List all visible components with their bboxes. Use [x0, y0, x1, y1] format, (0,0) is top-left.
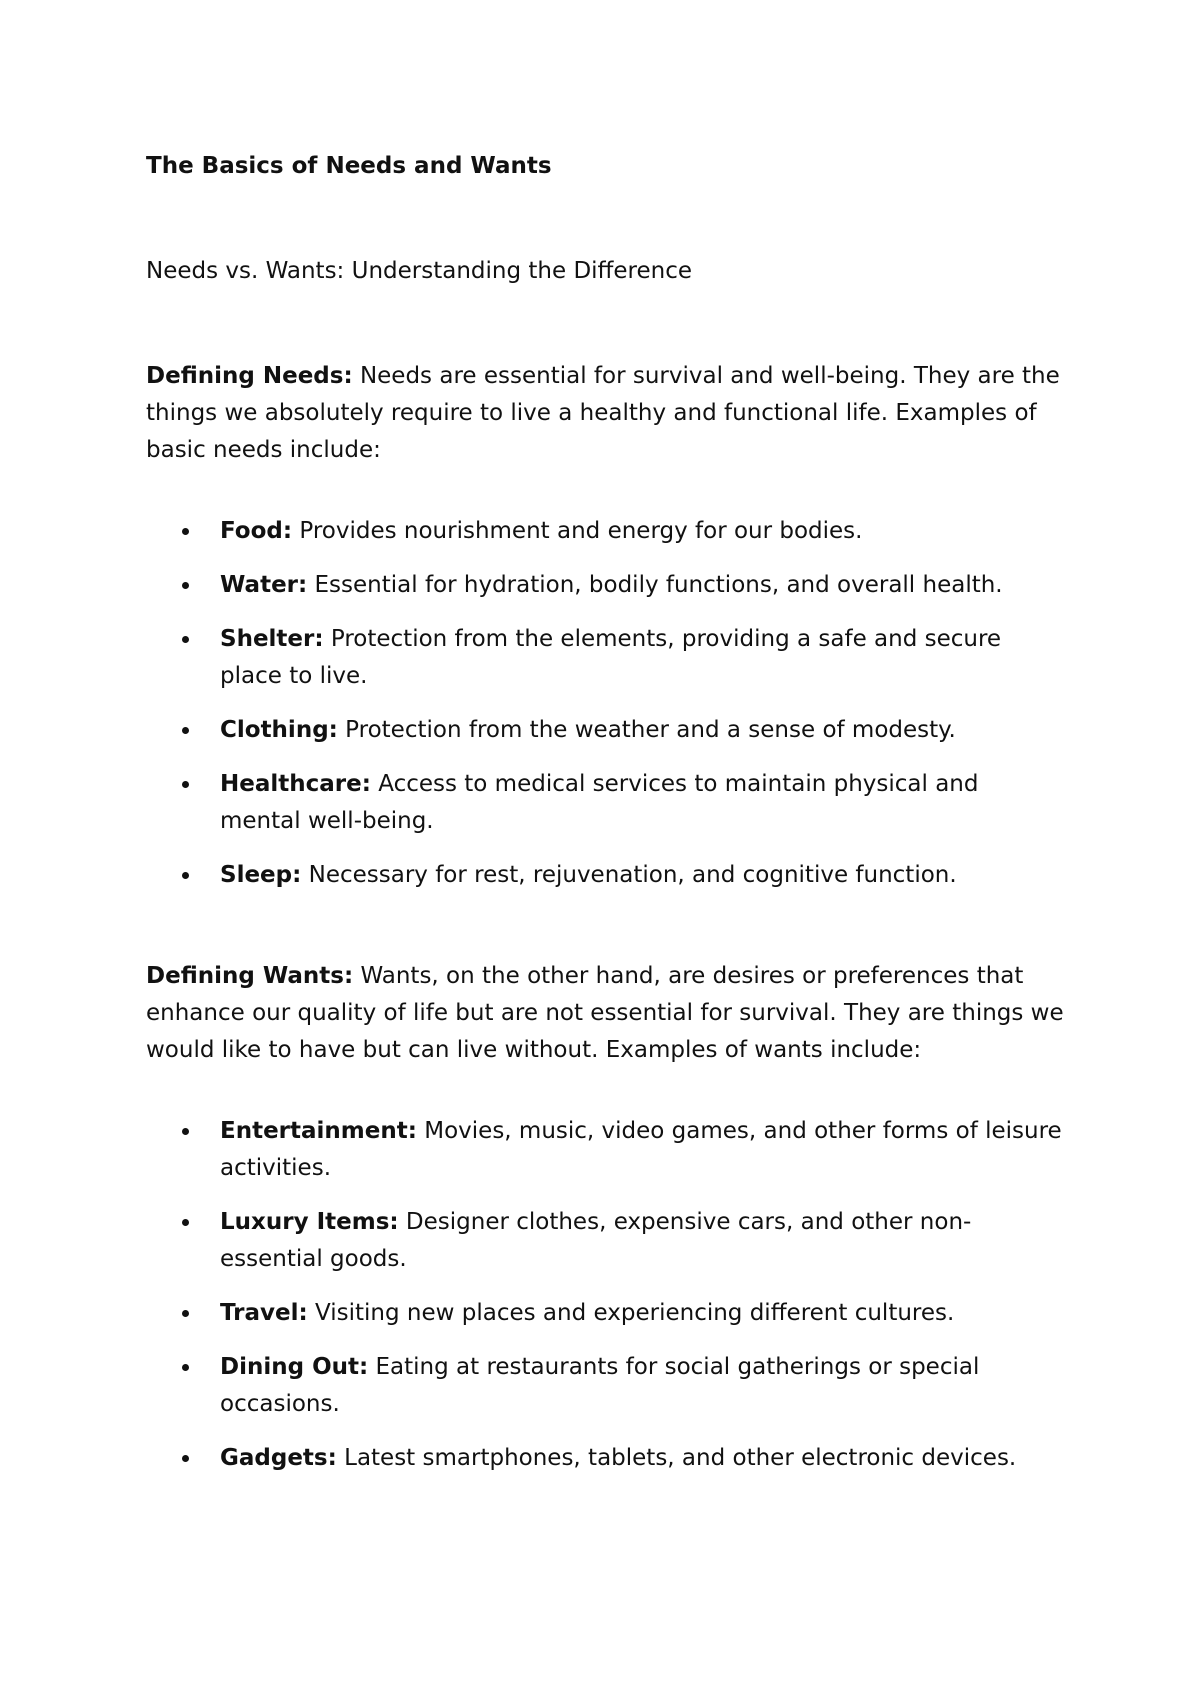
list-item	[146, 621, 1066, 695]
needs-definition-term: Defining Needs:	[146, 363, 353, 389]
wants-definition	[146, 958, 1066, 1069]
list-item	[146, 1295, 1066, 1332]
bullet-icon	[182, 1219, 189, 1226]
list-item	[146, 513, 1066, 550]
list-item-term: Luxury Items:	[220, 1209, 399, 1235]
bullet-icon	[182, 636, 189, 643]
list-item	[146, 1113, 1066, 1187]
needs-list	[146, 513, 1066, 894]
bullet-icon	[182, 1128, 189, 1135]
list-item	[146, 1349, 1066, 1423]
document-subtitle: Needs vs. Wants: Understanding the Difference	[146, 258, 693, 284]
list-item-term: Dining Out:	[220, 1354, 369, 1380]
list-item-text: Necessary for rest, rejuvenation, and cognitive function.	[301, 862, 957, 888]
list-item-term: Water:	[220, 572, 308, 598]
list-item-term: Shelter:	[220, 626, 324, 652]
list-item-text: Designer clothes, expensive cars, and other non-essential goods.	[220, 1209, 972, 1272]
list-item-term: Food:	[220, 518, 293, 544]
list-item-term: Sleep:	[220, 862, 302, 888]
list-item-text: Movies, music, video games, and other forms of leisure activities.	[220, 1118, 1062, 1181]
list-item-term: Clothing:	[220, 717, 338, 743]
wants-definition-text: Wants, on the other hand, are desires or preferences that enhance our quality of life but are not essential for survival. They are things we would like to have but can live without. Examples of wants include:	[146, 963, 1064, 1063]
list-item-text: Protection from the elements, providing a safe and secure place to live.	[220, 626, 1002, 689]
list-item-text: Protection from the weather and a sense of modesty.	[337, 717, 956, 743]
list-item-text: Provides nourishment and energy for our bodies.	[292, 518, 863, 544]
bullet-icon	[182, 727, 189, 734]
list-item-text: Latest smartphones, tablets, and other electronic devices.	[336, 1445, 1017, 1471]
bullet-icon	[182, 582, 189, 589]
list-item	[146, 766, 1066, 840]
list-item-text: Access to medical services to maintain physical and mental well-being.	[220, 771, 979, 834]
document-body	[146, 148, 1066, 1494]
needs-definition-text: Needs are essential for survival and well-being. They are the things we absolutely require to live a healthy and functional life. Examples of basic needs include:	[146, 363, 1060, 463]
bullet-icon	[182, 528, 189, 535]
list-item-text: Visiting new places and experiencing different cultures.	[307, 1300, 955, 1326]
document-title: The Basics of Needs and Wants	[146, 153, 552, 179]
list-item-term: Healthcare:	[220, 771, 371, 797]
list-item-term: Entertainment:	[220, 1118, 417, 1144]
list-item	[146, 567, 1066, 604]
bullet-icon	[182, 1455, 189, 1462]
list-item	[146, 1204, 1066, 1278]
needs-definition	[146, 358, 1066, 469]
bullet-icon	[182, 872, 189, 879]
wants-definition-term: Defining Wants:	[146, 963, 354, 989]
list-item	[146, 1440, 1066, 1477]
wants-list	[146, 1113, 1066, 1477]
list-item	[146, 712, 1066, 749]
list-item	[146, 857, 1066, 894]
list-item-term: Gadgets:	[220, 1445, 337, 1471]
bullet-icon	[182, 1364, 189, 1371]
bullet-icon	[182, 781, 189, 788]
list-item-text: Essential for hydration, bodily functions, and overall health.	[307, 572, 1003, 598]
list-item-term: Travel:	[220, 1300, 308, 1326]
list-item-text: Eating at restaurants for social gatherings or special occasions.	[220, 1354, 980, 1417]
bullet-icon	[182, 1310, 189, 1317]
